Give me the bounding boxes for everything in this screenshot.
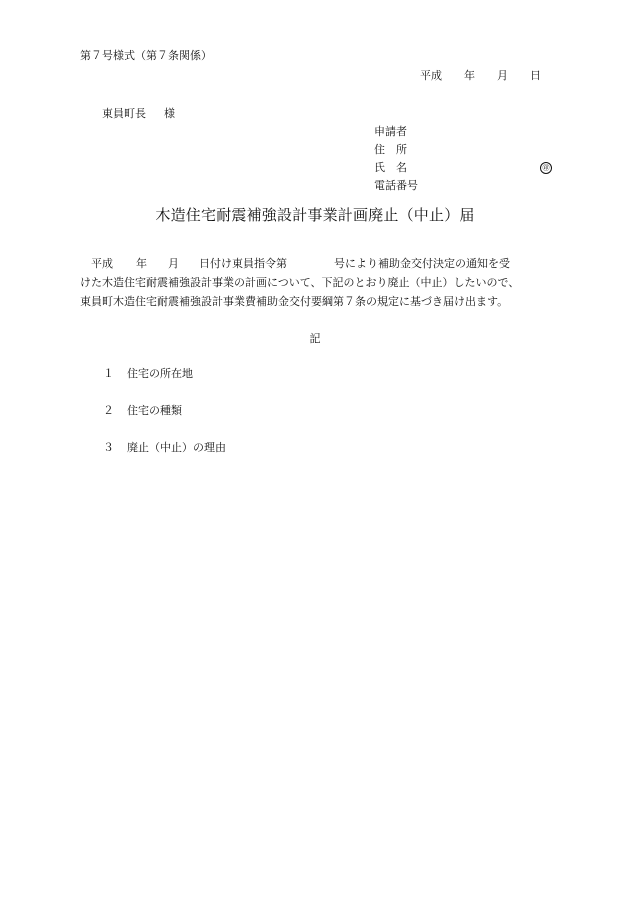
item-number: １ <box>103 367 114 380</box>
date-month: 月 <box>497 69 508 82</box>
list-item <box>103 442 226 453</box>
ki-heading: 記 <box>309 332 321 345</box>
body-era: 平成 <box>91 257 113 270</box>
body-dated: 日付け東員指令第 <box>199 257 287 270</box>
addressee-honorific: 様 <box>164 107 175 120</box>
applicant-name-row <box>374 162 552 180</box>
list-item <box>103 368 193 379</box>
document-title: 木造住宅耐震補強設計事業計画廃止（中止）届 <box>155 206 475 224</box>
body-paragraph <box>80 254 550 311</box>
body-line-3: 東員町木造住宅耐震補強設計事業費補助金交付要綱第７条の規定に基づき届け出ます。 <box>80 295 509 308</box>
addressee <box>102 108 175 119</box>
body-line-2: けた木造住宅耐震補強設計事業の計画について、下記のとおり廃止（中止）したいので、 <box>80 276 520 289</box>
seal-icon: ㊞ <box>540 162 552 174</box>
applicant-name-label: 氏 名 <box>374 161 407 174</box>
form-number: 第７号様式（第７条関係） <box>80 49 212 62</box>
body-line-1 <box>80 254 550 273</box>
item-label: 住宅の所在地 <box>127 367 193 380</box>
date-line <box>420 70 541 81</box>
body-year: 年 <box>136 257 147 270</box>
date-day: 日 <box>530 69 541 82</box>
applicant-phone-label: 電話番号 <box>374 179 418 192</box>
applicant-heading: 申請者 <box>374 125 407 138</box>
addressee-name: 東員町長 <box>102 107 146 120</box>
list-item <box>103 405 182 416</box>
item-number: ３ <box>103 441 114 454</box>
item-number: ２ <box>103 404 114 417</box>
body-line1-rest: 号により補助金交付決定の通知を受 <box>334 257 510 270</box>
item-label: 住宅の種類 <box>127 404 182 417</box>
applicant-address-label: 住 所 <box>374 143 407 156</box>
item-label: 廃止（中止）の理由 <box>127 441 226 454</box>
applicant-block <box>374 126 552 198</box>
body-month: 月 <box>168 257 179 270</box>
date-era: 平成 <box>420 69 442 82</box>
date-year: 年 <box>464 69 475 82</box>
